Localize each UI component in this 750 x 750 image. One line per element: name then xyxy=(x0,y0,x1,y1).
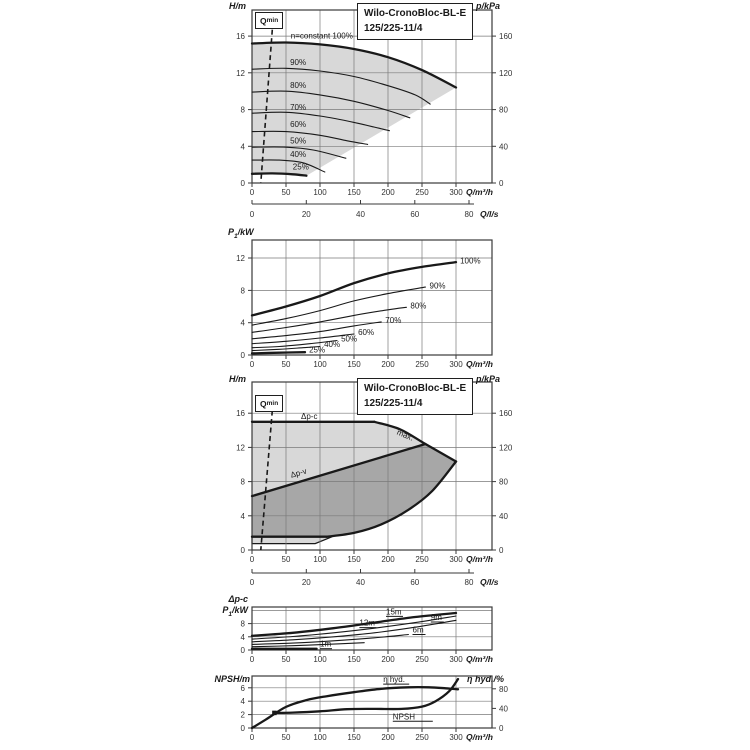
chart3-right-tick-label: 80 xyxy=(499,477,508,487)
chart2-curve-label: 50% xyxy=(341,334,358,344)
chart2-curve-p-25pct xyxy=(252,352,305,353)
chart2-x-tick-label: 0 xyxy=(249,360,255,369)
chart2-x-tick-label: 250 xyxy=(415,360,429,369)
chart1-ls-axis-unit: Q/l/s xyxy=(480,209,499,219)
chart4-x-tick-label: 250 xyxy=(415,655,429,664)
chart3-y-tick-label: 0 xyxy=(240,546,245,555)
pump-series-name: Wilo-CronoBloc-BL-E xyxy=(364,383,467,394)
chart1-y-tick-label: 0 xyxy=(240,179,245,188)
chart5-y-tick-label: 0 xyxy=(240,724,245,733)
chart2-y-tick-label: 0 xyxy=(240,351,245,360)
chart3-y-tick-label: 4 xyxy=(240,511,245,521)
chart4-curve-label: 1m xyxy=(320,639,332,649)
chart1-right-axis-title: p/kPa xyxy=(476,1,501,11)
chart3-right-tick-label: 160 xyxy=(499,409,513,419)
chart3-ls-tick-label: 40 xyxy=(356,578,365,587)
chart5-y-tick-label: 6 xyxy=(240,683,245,693)
chart4-x-tick-label: 100 xyxy=(313,655,327,664)
chart1-y-tick-label: 16 xyxy=(236,32,245,42)
chart2-y-tick-label: 8 xyxy=(240,286,245,296)
chart1-y-tick-label: 8 xyxy=(240,105,245,115)
p1-subscript: 1 xyxy=(234,232,238,240)
chart4-y-tick-label: 0 xyxy=(240,646,245,655)
chart4-x-tick-label: 50 xyxy=(281,655,291,664)
chart3-x-axis-unit: Q/m³/h xyxy=(466,554,493,564)
chart3-y-tick-label: 8 xyxy=(240,477,245,487)
chart3-ls-axis-unit: Q/l/s xyxy=(480,577,499,587)
chart2-curve-label: 70% xyxy=(385,316,402,326)
chart2-y-tick-label: 4 xyxy=(240,318,245,328)
chart2-curve-label: 80% xyxy=(410,301,427,311)
chart3-y-tick-label: 12 xyxy=(236,443,245,453)
chart3-qmin-box xyxy=(255,395,283,412)
chart5-right-tick-label: 0 xyxy=(499,724,504,733)
chart1-ls-tick-label: 20 xyxy=(301,210,311,219)
p1-unit: /kW xyxy=(231,605,248,615)
chart4-curve-label: 15m xyxy=(386,607,402,617)
chart1-curve-label: 90% xyxy=(290,58,307,67)
chart3-ls-tick-label: 80 xyxy=(464,578,474,587)
chart4-curve-label: 12m xyxy=(359,618,375,628)
chart1-qmin-box xyxy=(255,12,283,29)
chart5-x-tick-label: 250 xyxy=(415,733,429,742)
chart3-right-tick-label: 0 xyxy=(499,546,504,555)
chart1-ls-tick-label: 80 xyxy=(464,210,474,219)
chart3-title-box xyxy=(357,378,473,415)
chart4-mode-label: Δp-c xyxy=(228,594,248,604)
chart5-x-axis-unit: Q/m³/h xyxy=(466,732,493,742)
chart3-right-tick-label: 40 xyxy=(499,511,508,521)
chart3-x-tick-label: 250 xyxy=(415,555,429,564)
chart1-curve-label: 50% xyxy=(290,136,307,146)
chart1-x-tick-label: 100 xyxy=(313,188,327,197)
chart1-y-tick-label: 4 xyxy=(240,142,245,152)
chart4-curve-label: 9m xyxy=(430,613,442,622)
chart3-x-tick-label: 200 xyxy=(381,555,395,564)
chart5-curve-label: NPSH xyxy=(392,712,416,722)
chart1-x-tick-label: 50 xyxy=(281,188,291,197)
pump-series-name: Wilo-CronoBloc-BL-E xyxy=(364,8,467,19)
chart5-right-tick-label: 40 xyxy=(499,704,508,714)
chart2-curve-label: 100% xyxy=(460,256,481,266)
p1-symbol: P xyxy=(228,227,235,237)
chart1-y-axis-title: H/m xyxy=(229,1,247,11)
qmin-subscript: min xyxy=(266,17,279,24)
chart3-x-tick-label: 0 xyxy=(249,555,255,564)
chart1-y-tick-label: 12 xyxy=(236,68,245,78)
chart1-right-tick-label: 120 xyxy=(499,68,513,78)
chart2-x-tick-label: 150 xyxy=(347,360,361,369)
chart4-y-tick-label: 8 xyxy=(240,619,245,629)
chart1-x-tick-label: 200 xyxy=(381,188,395,197)
chart1-x-tick-label: 0 xyxy=(249,188,255,197)
chart5-curve-eta-hyd xyxy=(252,687,458,728)
chart1-right-tick-label: 80 xyxy=(499,105,508,115)
chart5-curve-npsh xyxy=(274,679,458,713)
chart5-x-tick-label: 200 xyxy=(381,733,395,742)
chart1-ls-tick-label: 60 xyxy=(410,210,420,219)
chart5-x-tick-label: 50 xyxy=(281,733,291,742)
chart2-y-tick-label: 12 xyxy=(236,254,245,263)
pump-model-number: 125/225-11/4 xyxy=(364,397,423,409)
chart1-ls-tick-label: 40 xyxy=(356,210,365,219)
chart3-x-tick-label: 50 xyxy=(281,555,291,564)
chart4-y-axis-title xyxy=(210,605,248,618)
chart3-x-tick-label: 300 xyxy=(449,555,463,564)
chart1-right-tick-label: 0 xyxy=(499,179,504,188)
chart1-right-tick-label: 160 xyxy=(499,32,513,42)
chart5-x-tick-label: 300 xyxy=(449,733,463,742)
chart2-curve-label: 25% xyxy=(309,345,326,355)
pump-model-number: 125/225-11/4 xyxy=(364,22,423,34)
qmin-subscript: min xyxy=(266,400,279,407)
chart5-x-tick-label: 150 xyxy=(347,733,361,742)
chart2-x-tick-label: 200 xyxy=(381,360,395,369)
chart5-right-axis-title: η hyd./% xyxy=(467,674,505,684)
chart3-curve-label: max. xyxy=(395,427,415,443)
chart1-curve-label: n=constant 100% xyxy=(290,31,353,41)
chart4-curve-label: 6m xyxy=(412,625,424,635)
p1-unit: /kW xyxy=(237,227,254,237)
chart3-y-axis-title: H/m xyxy=(229,374,247,384)
chart2-curve-label: 90% xyxy=(429,281,446,291)
chart3-ls-tick-label: 60 xyxy=(410,578,420,587)
chart2-x-tick-label: 100 xyxy=(313,360,327,369)
chart1-right-tick-label: 40 xyxy=(499,142,508,152)
qmin-symbol: Q xyxy=(260,15,267,26)
chart5-npsh-start-marker xyxy=(272,711,277,716)
chart1-curve-label: 60% xyxy=(290,120,307,129)
chart1-curve-label: 80% xyxy=(290,81,307,90)
chart1-x-tick-label: 250 xyxy=(415,188,429,197)
chart2-x-axis-unit: Q/m³/h xyxy=(466,359,493,369)
chart2-curve-p-80pct xyxy=(252,307,406,332)
chart2-x-tick-label: 50 xyxy=(281,360,291,369)
chart5-y-axis-title: NPSH/m xyxy=(214,674,250,684)
p1-symbol: P xyxy=(222,605,229,615)
chart4-x-tick-label: 300 xyxy=(449,655,463,664)
chart5-x-tick-label: 0 xyxy=(249,733,255,742)
chart3-ls-tick-label: 0 xyxy=(249,578,255,587)
chart2-y-axis-title xyxy=(228,227,254,240)
chart3-x-tick-label: 150 xyxy=(347,555,361,564)
chart2-curve-label: 60% xyxy=(358,327,375,337)
chart2-curve-label: 40% xyxy=(324,339,341,349)
chart4-x-tick-label: 150 xyxy=(347,655,361,664)
chart3-curve-label: Δp-v xyxy=(289,466,308,480)
chart3-curve-label: Δp-c xyxy=(301,411,318,421)
chart3-y-tick-label: 16 xyxy=(236,409,245,419)
chart1-title-box xyxy=(357,3,473,40)
chart4-curve-head-3m xyxy=(252,643,364,647)
chart3-x-tick-label: 100 xyxy=(313,555,327,564)
chart3-ls-tick-label: 20 xyxy=(301,578,311,587)
chart4-y-tick-label: 4 xyxy=(240,632,245,642)
chart1-curve-label: 25% xyxy=(292,162,309,172)
chart1-curve-label: 70% xyxy=(290,103,307,112)
chart3-right-axis-title: p/kPa xyxy=(476,374,501,384)
chart4-x-axis-unit: Q/m³/h xyxy=(466,654,493,664)
chart1-x-tick-label: 150 xyxy=(347,188,361,197)
chart5-y-tick-label: 2 xyxy=(240,710,245,720)
chart1-ls-tick-label: 0 xyxy=(249,210,255,219)
chart5-y-tick-label: 4 xyxy=(240,697,245,707)
chart4-x-tick-label: 0 xyxy=(249,655,255,664)
chart1-curve-speed-25pct xyxy=(252,173,306,175)
chart5-curve-label: η hyd. xyxy=(383,675,405,685)
chart1-curve-label: 40% xyxy=(290,149,307,159)
chart3-right-tick-label: 120 xyxy=(499,443,513,453)
chart1-x-axis-unit: Q/m³/h xyxy=(466,187,493,197)
chart2-x-tick-label: 300 xyxy=(449,360,463,369)
chart5-x-tick-label: 100 xyxy=(313,733,327,742)
chart4-x-tick-label: 200 xyxy=(381,655,395,664)
chart5-right-tick-label: 80 xyxy=(499,684,508,694)
chart1-x-tick-label: 300 xyxy=(449,188,463,197)
p1-subscript: 1 xyxy=(228,610,232,618)
qmin-symbol: Q xyxy=(260,398,267,409)
